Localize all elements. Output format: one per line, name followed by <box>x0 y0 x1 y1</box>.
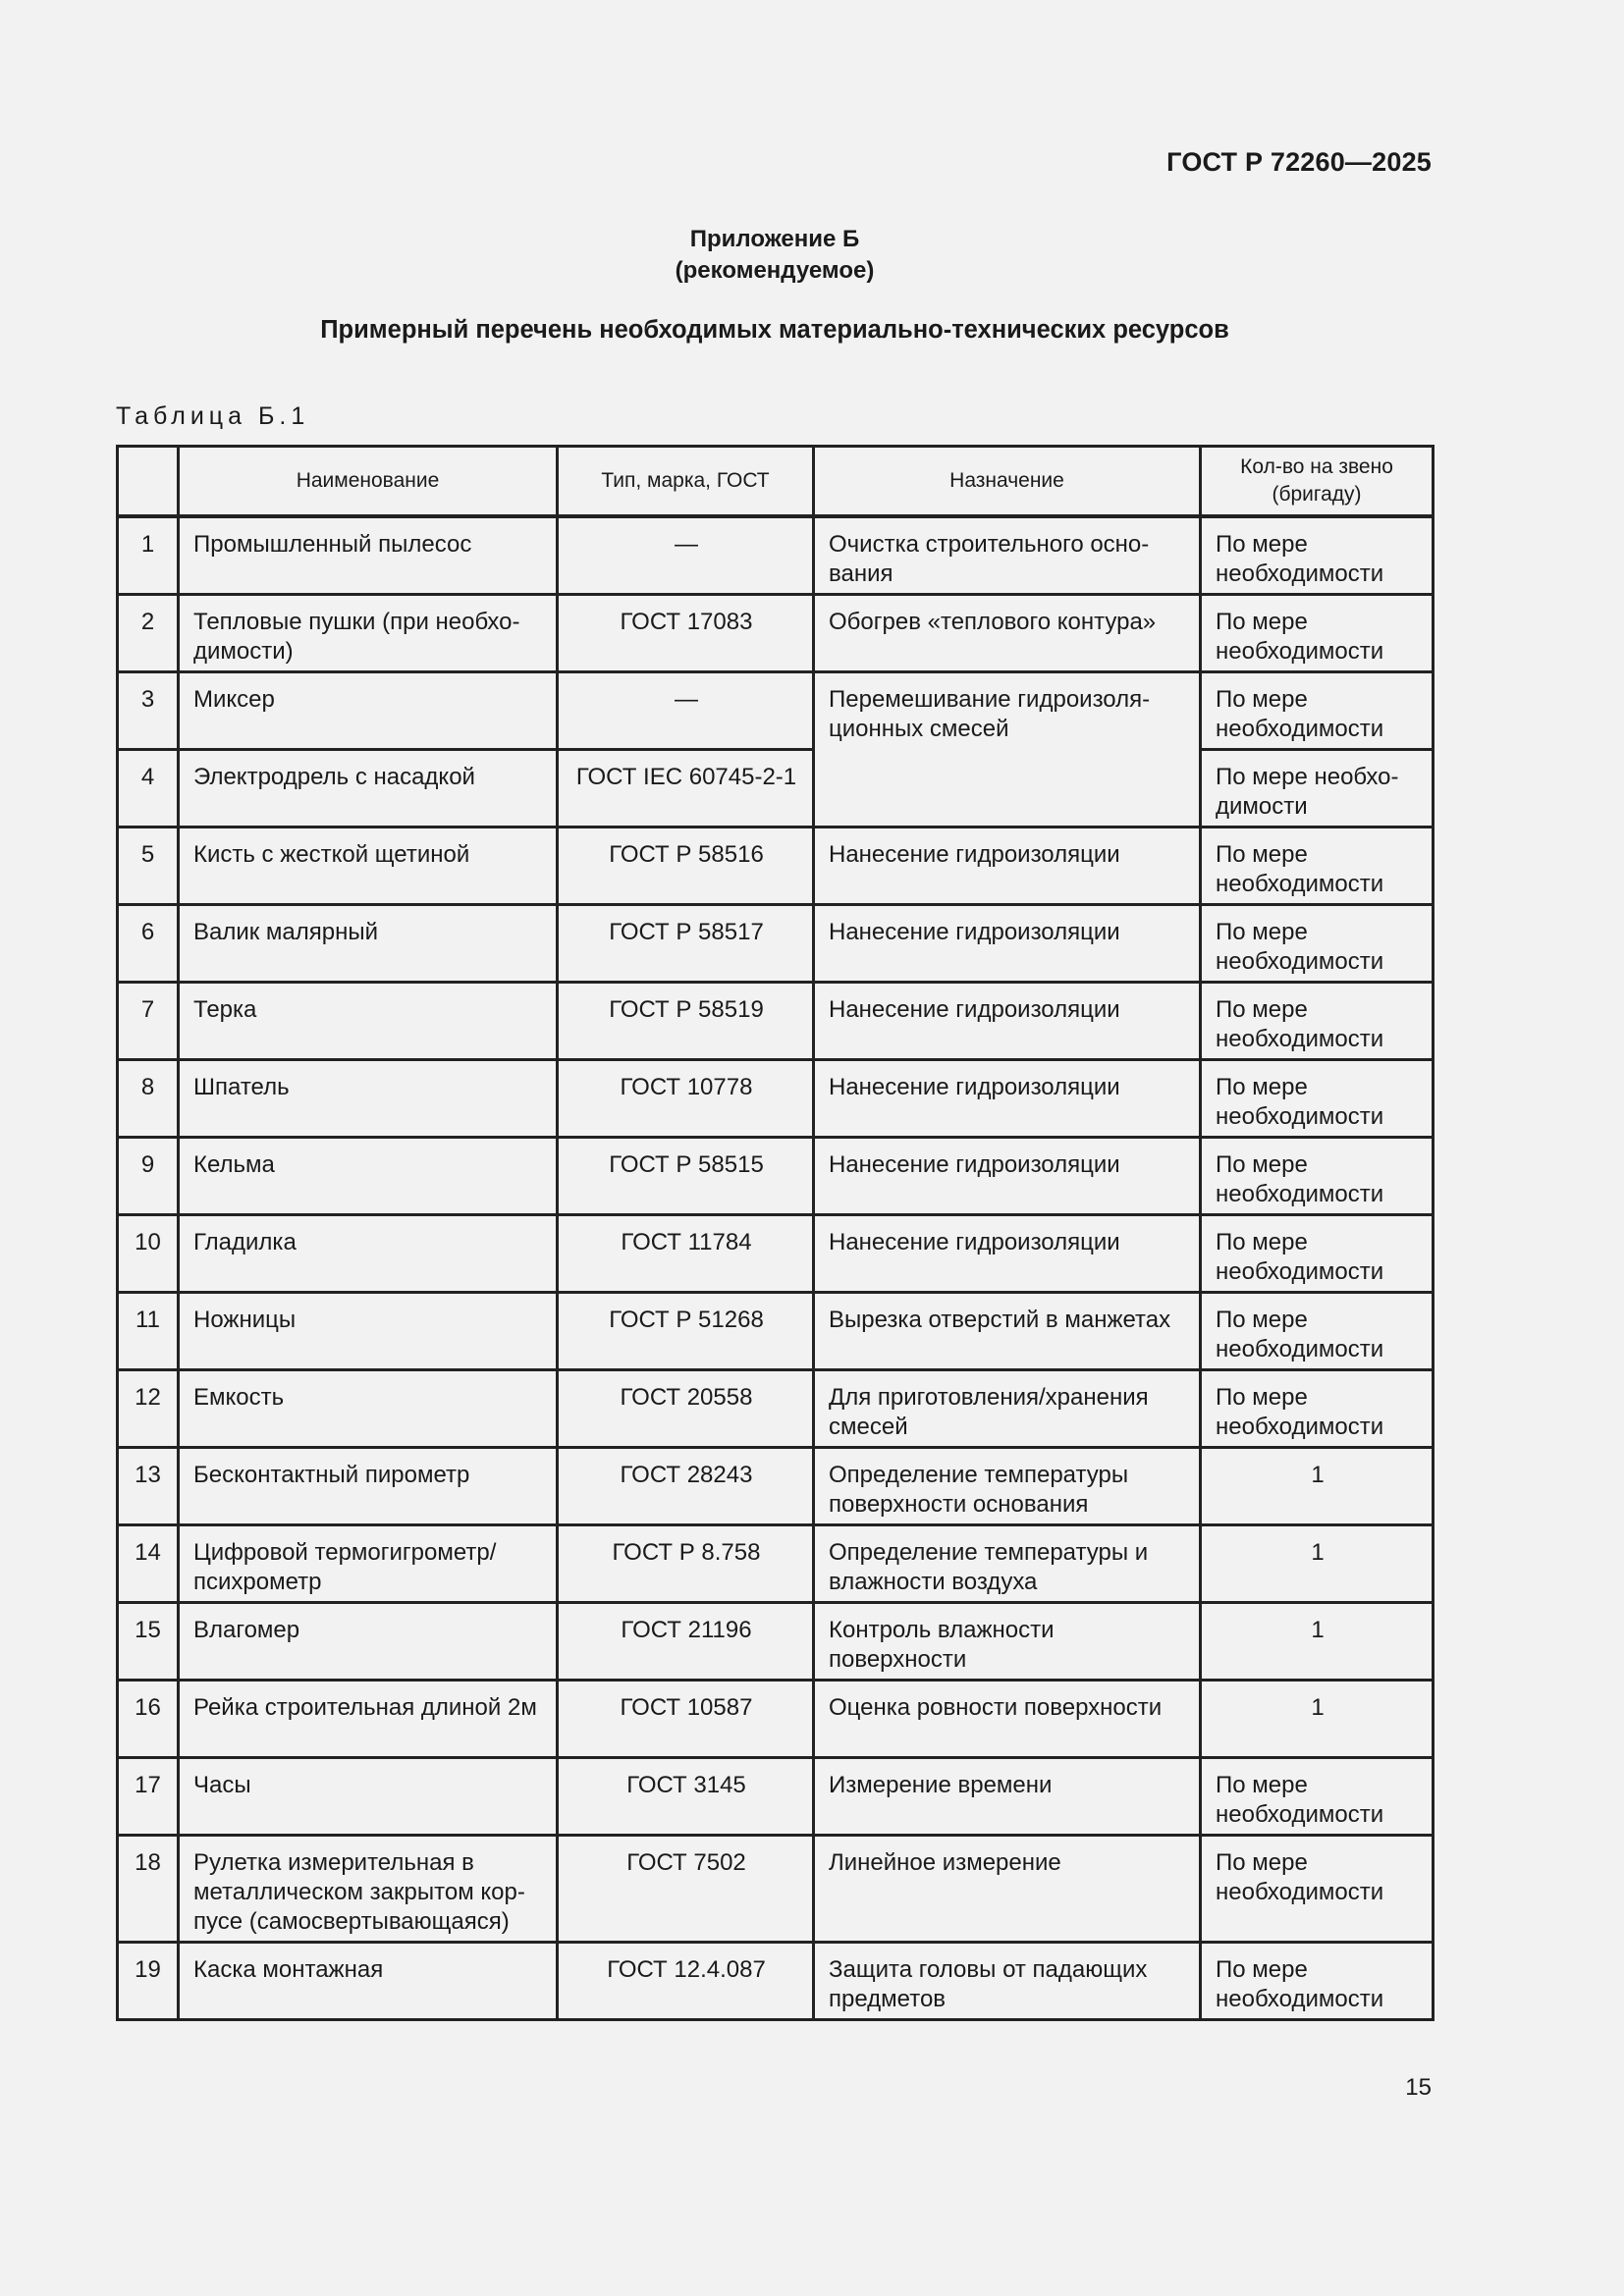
item-quantity: 1 <box>1201 1525 1434 1603</box>
item-name: Ножницы <box>179 1293 558 1370</box>
item-purpose: Очистка строительного осно-вания <box>814 516 1201 595</box>
column-header-qty: Кол-во на звено (бригаду) <box>1201 447 1434 517</box>
item-purpose: Измерение времени <box>814 1758 1201 1836</box>
table-header-row <box>118 447 1434 517</box>
item-purpose: Нанесение гидроизоляции <box>814 1138 1201 1215</box>
item-quantity: По мере необходимости <box>1201 905 1434 983</box>
item-purpose: Оценка ровности поверхности <box>814 1681 1201 1758</box>
item-gost: ГОСТ 21196 <box>558 1603 814 1681</box>
item-name: Влагомер <box>179 1603 558 1681</box>
item-gost: ГОСТ Р 58515 <box>558 1138 814 1215</box>
item-name: Шпатель <box>179 1060 558 1138</box>
table-row <box>118 595 1434 672</box>
item-purpose: Контроль влажности поверхности <box>814 1603 1201 1681</box>
item-quantity: По мере необхо-димости <box>1201 750 1434 828</box>
table-row <box>118 1215 1434 1293</box>
row-number: 1 <box>118 516 179 595</box>
item-name: Каска монтажная <box>179 1943 558 2020</box>
row-number: 11 <box>118 1293 179 1370</box>
item-gost: ГОСТ 10778 <box>558 1060 814 1138</box>
item-quantity: По мере необходимости <box>1201 1370 1434 1448</box>
item-quantity: По мере необходимости <box>1201 1758 1434 1836</box>
row-number: 13 <box>118 1448 179 1525</box>
table-row <box>118 1603 1434 1681</box>
item-purpose: Обогрев «теплового контура» <box>814 595 1201 672</box>
item-gost: ГОСТ Р 58519 <box>558 983 814 1060</box>
item-gost: ГОСТ 17083 <box>558 595 814 672</box>
item-name: Миксер <box>179 672 558 750</box>
item-gost: ГОСТ 11784 <box>558 1215 814 1293</box>
row-number: 8 <box>118 1060 179 1138</box>
table-row <box>118 672 1434 750</box>
item-purpose: Нанесение гидроизоляции <box>814 905 1201 983</box>
item-name: Валик малярный <box>179 905 558 983</box>
item-gost: ГОСТ Р 51268 <box>558 1293 814 1370</box>
table-row <box>118 828 1434 905</box>
item-quantity: По мере необходимости <box>1201 983 1434 1060</box>
item-name: Емкость <box>179 1370 558 1448</box>
document-code: ГОСТ Р 72260—2025 <box>1166 147 1432 177</box>
item-gost: ГОСТ 10587 <box>558 1681 814 1758</box>
item-quantity: По мере необходимости <box>1201 1138 1434 1215</box>
item-name: Часы <box>179 1758 558 1836</box>
row-number: 6 <box>118 905 179 983</box>
item-quantity: По мере необходимости <box>1201 1215 1434 1293</box>
table-row <box>118 1448 1434 1525</box>
table-body <box>118 516 1434 2020</box>
page-title: Примерный перечень необходимых материально-технических ресурсов <box>320 316 1229 344</box>
row-number: 19 <box>118 1943 179 2020</box>
item-purpose: Перемешивание гидроизоля-ционных смесей <box>814 672 1201 828</box>
item-purpose: Линейное измерение <box>814 1836 1201 1943</box>
item-name: Терка <box>179 983 558 1060</box>
item-gost: ГОСТ 28243 <box>558 1448 814 1525</box>
table-row <box>118 1758 1434 1836</box>
item-purpose: Нанесение гидроизоляции <box>814 1215 1201 1293</box>
column-header-purpose: Назначение <box>814 447 1201 517</box>
item-name: Промышленный пылесос <box>179 516 558 595</box>
item-name: Кельма <box>179 1138 558 1215</box>
item-gost: — <box>558 516 814 595</box>
row-number: 7 <box>118 983 179 1060</box>
item-gost: — <box>558 672 814 750</box>
item-purpose: Нанесение гидроизоляции <box>814 828 1201 905</box>
item-gost: ГОСТ 3145 <box>558 1758 814 1836</box>
column-header-num <box>118 447 179 517</box>
item-quantity: 1 <box>1201 1448 1434 1525</box>
table-row <box>118 1060 1434 1138</box>
item-name: Цифровой термогигрометр/ психрометр <box>179 1525 558 1603</box>
row-number: 3 <box>118 672 179 750</box>
item-name: Гладилка <box>179 1215 558 1293</box>
item-name: Рулетка измерительная в металлическом закрытом кор-пусе (самосвертывающаяся) <box>179 1836 558 1943</box>
item-purpose: Определение температуры поверхности основания <box>814 1448 1201 1525</box>
item-gost: ГОСТ 12.4.087 <box>558 1943 814 2020</box>
table-row <box>118 983 1434 1060</box>
item-gost: ГОСТ 20558 <box>558 1370 814 1448</box>
annex-kind: (рекомендуемое) <box>675 257 875 284</box>
row-number: 17 <box>118 1758 179 1836</box>
row-number: 9 <box>118 1138 179 1215</box>
item-quantity: 1 <box>1201 1681 1434 1758</box>
item-quantity: По мере необходимости <box>1201 595 1434 672</box>
table-row <box>118 1293 1434 1370</box>
row-number: 16 <box>118 1681 179 1758</box>
item-quantity: По мере необходимости <box>1201 672 1434 750</box>
item-gost: ГОСТ 7502 <box>558 1836 814 1943</box>
item-name: Бесконтактный пирометр <box>179 1448 558 1525</box>
item-name: Тепловые пушки (при необхо-димости) <box>179 595 558 672</box>
item-name: Электродрель с насадкой <box>179 750 558 828</box>
item-quantity: 1 <box>1201 1603 1434 1681</box>
item-quantity: По мере необходимости <box>1201 1293 1434 1370</box>
table-row <box>118 1138 1434 1215</box>
item-purpose: Вырезка отверстий в манжетах <box>814 1293 1201 1370</box>
item-purpose: Для приготовления/хранения смесей <box>814 1370 1201 1448</box>
item-gost: ГОСТ IEC 60745-2-1 <box>558 750 814 828</box>
table-row <box>118 1836 1434 1943</box>
item-name: Рейка строительная длиной 2м <box>179 1681 558 1758</box>
row-number: 15 <box>118 1603 179 1681</box>
item-quantity: По мере необходимости <box>1201 1943 1434 2020</box>
item-gost: ГОСТ Р 58516 <box>558 828 814 905</box>
table-row <box>118 905 1434 983</box>
resources-table <box>116 445 1435 2021</box>
row-number: 2 <box>118 595 179 672</box>
item-purpose: Нанесение гидроизоляции <box>814 983 1201 1060</box>
table-container <box>116 445 1432 2021</box>
row-number: 14 <box>118 1525 179 1603</box>
table-row <box>118 516 1434 595</box>
table-row <box>118 750 1434 828</box>
annex-heading <box>0 224 1549 287</box>
row-number: 18 <box>118 1836 179 1943</box>
item-purpose: Защита головы от падающих предметов <box>814 1943 1201 2020</box>
column-header-name: Наименование <box>179 447 558 517</box>
table-row <box>118 1681 1434 1758</box>
table-caption: Таблица Б.1 <box>116 402 310 430</box>
annex-label: Приложение Б <box>689 226 860 252</box>
column-header-gost: Тип, марка, ГОСТ <box>558 447 814 517</box>
table-row <box>118 1370 1434 1448</box>
table-row <box>118 1525 1434 1603</box>
item-quantity: По мере необходимости <box>1201 516 1434 595</box>
page-number: 15 <box>1405 2074 1432 2101</box>
item-quantity: По мере необходимости <box>1201 1836 1434 1943</box>
item-gost: ГОСТ Р 58517 <box>558 905 814 983</box>
table-row <box>118 1943 1434 2020</box>
row-number: 10 <box>118 1215 179 1293</box>
row-number: 5 <box>118 828 179 905</box>
item-name: Кисть с жесткой щетиной <box>179 828 558 905</box>
item-gost: ГОСТ Р 8.758 <box>558 1525 814 1603</box>
item-quantity: По мере необходимости <box>1201 828 1434 905</box>
item-purpose: Нанесение гидроизоляции <box>814 1060 1201 1138</box>
item-quantity: По мере необходимости <box>1201 1060 1434 1138</box>
item-purpose: Определение температуры и влажности воздуха <box>814 1525 1201 1603</box>
row-number: 4 <box>118 750 179 828</box>
row-number: 12 <box>118 1370 179 1448</box>
